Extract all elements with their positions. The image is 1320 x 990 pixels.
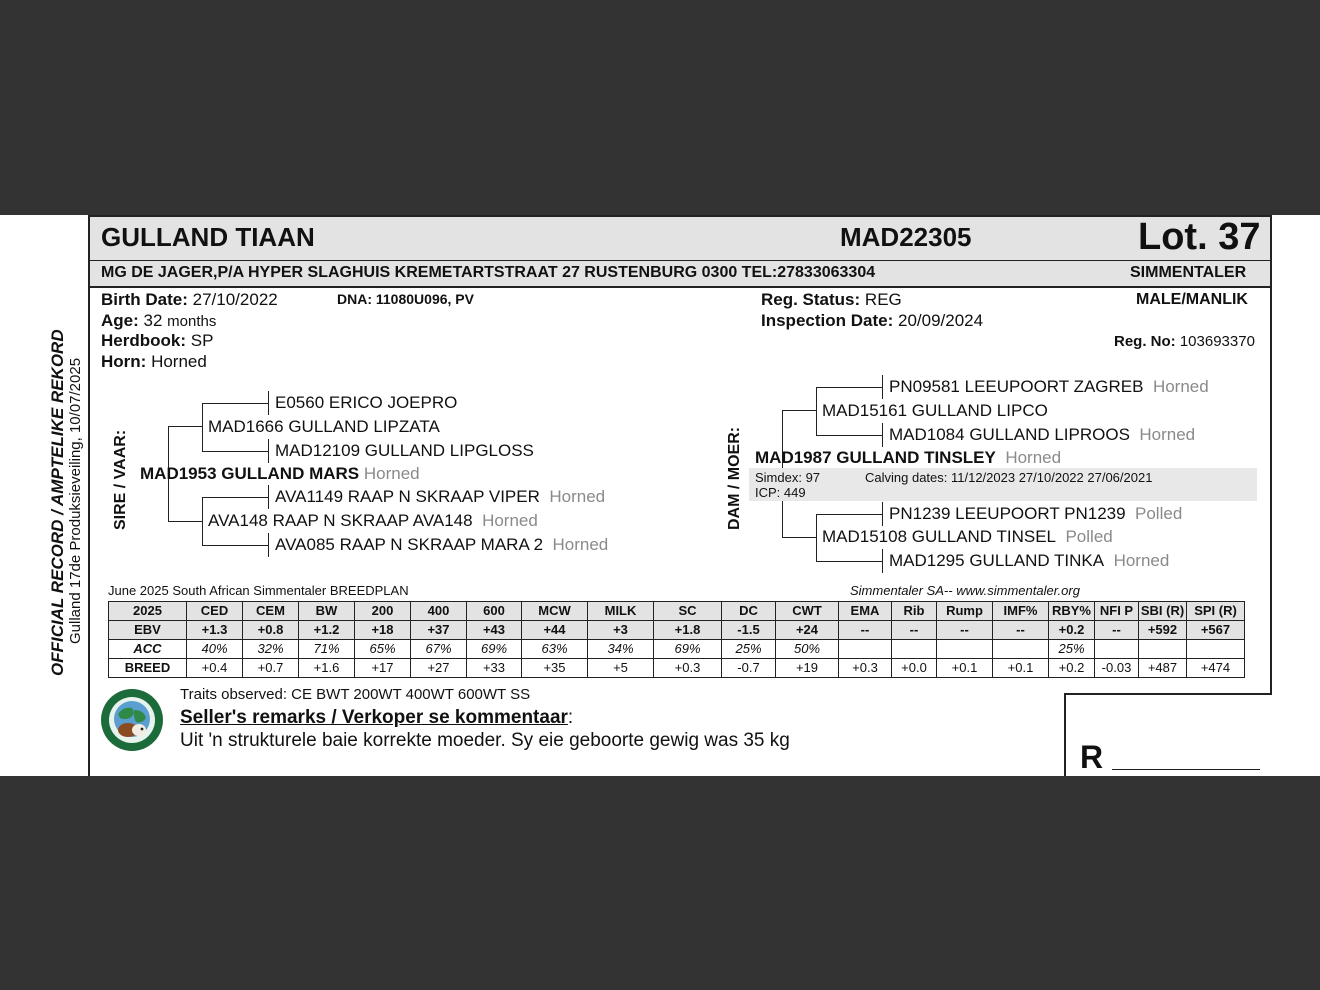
breedplan-ebv-row (109, 621, 1245, 640)
age-unit: months (167, 313, 217, 330)
pedigree-line (202, 403, 268, 404)
inspection-value: 20/09/2024 (897, 311, 984, 330)
ebv-cell: -- (1095, 621, 1139, 640)
pedigree-line (782, 410, 816, 411)
official-record-label: OFFICIAL RECORD / AMPTELIKE REKORD (48, 329, 67, 676)
breed-avg-cell: +33 (467, 659, 522, 678)
breed-avg-cell: +0.2 (1049, 659, 1095, 678)
dam-icp: ICP: 449 (755, 485, 806, 500)
breedplan-header-row (109, 602, 1245, 621)
ebv-cell: +37 (411, 621, 467, 640)
ebv-cell: -- (937, 621, 993, 640)
herdbook (101, 331, 213, 351)
pedigree-line (816, 561, 882, 562)
sire-horn: Horned (363, 464, 420, 483)
pedigree-line (268, 439, 269, 463)
row-label: EBV (109, 621, 187, 640)
trait-header: BW (299, 602, 355, 621)
breed-avg-cell: +474 (1187, 659, 1245, 678)
sex: MALE/MANLIK (1136, 291, 1248, 308)
row-label: 2025 (109, 602, 187, 621)
horn-label: Horn: (101, 352, 147, 371)
trait-header: Rump (937, 602, 993, 621)
trait-header: NFI P (1095, 602, 1139, 621)
sire-sire: MAD1666 GULLAND LIPZATA (208, 417, 440, 436)
acc-cell: 69% (467, 640, 522, 659)
acc-cell (937, 640, 993, 659)
dam-dam-sire: PN1239 LEEUPOORT PN1239 Polled (889, 504, 1183, 523)
row-label: ACC (109, 640, 187, 659)
acc-cell: 32% (243, 640, 299, 659)
breed-avg-cell: +35 (522, 659, 588, 678)
ebv-cell: +567 (1187, 621, 1245, 640)
breedplan-site: Simmentaler SA-- www.simmentaler.org (850, 583, 1080, 598)
trait-header: CED (187, 602, 243, 621)
pedigree-line (202, 403, 203, 451)
pedigree-line (882, 502, 883, 526)
trait-header: CWT (776, 602, 839, 621)
breed-avg-cell: +0.4 (187, 659, 243, 678)
dna-info: DNA: 11080U096, PV (337, 291, 474, 307)
pedigree-line (816, 514, 817, 561)
acc-cell (993, 640, 1049, 659)
pedigree-line (268, 485, 269, 509)
pedigree-line (882, 375, 883, 399)
trait-header: 600 (467, 602, 522, 621)
acc-cell: 67% (411, 640, 467, 659)
ebv-cell: +1.8 (654, 621, 722, 640)
breed-avg-cell: +0.1 (993, 659, 1049, 678)
herdbook-label: Herdbook: (101, 331, 186, 350)
reg-no (1114, 333, 1255, 350)
ebv-cell: +18 (355, 621, 411, 640)
breed-avg-cell: +0.0 (892, 659, 937, 678)
ebv-cell: -- (839, 621, 892, 640)
trait-header: SPI (R) (1187, 602, 1245, 621)
breed-avg-cell: +19 (776, 659, 839, 678)
dam-name: MAD1987 GULLAND TINSLEY (755, 448, 996, 467)
acc-cell (1095, 640, 1139, 659)
acc-cell: 40% (187, 640, 243, 659)
breed-avg-cell: +0.7 (243, 659, 299, 678)
breed-avg-cell: +5 (588, 659, 654, 678)
ebv-cell: +0.8 (243, 621, 299, 640)
price-input-line[interactable] (1112, 769, 1260, 770)
breedplan-acc-row (109, 640, 1245, 659)
age-value: 32 (143, 311, 163, 330)
pedigree-line (268, 533, 269, 557)
breed-avg-cell: +0.3 (839, 659, 892, 678)
horn (101, 352, 207, 372)
dam (755, 448, 1061, 468)
ebv-cell: -- (892, 621, 937, 640)
acc-cell: 65% (355, 640, 411, 659)
dam-sire: MAD15161 GULLAND LIPCO (822, 401, 1048, 420)
ebv-cell: +1.2 (299, 621, 355, 640)
trait-header: MCW (522, 602, 588, 621)
dam-label: DAM / MOER: (726, 426, 743, 530)
ebv-cell: -- (993, 621, 1049, 640)
dam-dam: MAD15108 GULLAND TINSEL Polled (822, 527, 1113, 546)
acc-cell: 25% (1049, 640, 1095, 659)
breed-avg-cell: +1.6 (299, 659, 355, 678)
breed-avg-cell: +487 (1139, 659, 1187, 678)
sire-dam-sire: AVA1149 RAAP N SKRAAP VIPER Horned (275, 487, 606, 506)
trait-header: EMA (839, 602, 892, 621)
pedigree-line (168, 426, 202, 427)
pedigree-line (816, 514, 882, 515)
dam-calving-dates: Calving dates: 11/12/2023 27/10/2022 27/06/2021 (865, 470, 1153, 485)
trait-header: 400 (411, 602, 467, 621)
dam-horn: Horned (1005, 448, 1062, 467)
trait-header: DC (722, 602, 776, 621)
breed-avg-cell: -0.03 (1095, 659, 1139, 678)
pedigree-line (168, 521, 202, 522)
breed-avg-cell: +17 (355, 659, 411, 678)
acc-cell: 25% (722, 640, 776, 659)
price-label: R (1080, 739, 1104, 775)
inspection-label: Inspection Date: (761, 311, 894, 330)
seller-remarks: Uit 'n strukturele baie korrekte moeder. Sy eie geboorte gewig was 35 kg (180, 730, 790, 751)
breed-avg-cell: +27 (411, 659, 467, 678)
lot-number: Lot. 37 (1138, 216, 1261, 258)
simmentaler-logo (100, 688, 164, 752)
age (101, 311, 216, 331)
ebv-cell: -1.5 (722, 621, 776, 640)
pedigree-line (816, 387, 817, 435)
pedigree-line (202, 545, 268, 546)
breed-avg-cell: +0.3 (654, 659, 722, 678)
sale-name-label: Gulland 17de Produksieveiling, 10/07/2025 (67, 357, 84, 644)
sire-dam-dam: AVA085 RAAP N SKRAAP MARA 2 Horned (275, 535, 609, 554)
dam-simdex: Simdex: 97 (755, 470, 821, 485)
acc-cell: 34% (588, 640, 654, 659)
remarks-heading: Seller's remarks / Verkoper se kommentaar: (180, 707, 574, 728)
birth-date-label: Birth Date: (101, 290, 188, 309)
traits-observed: Traits observed: CE BWT 200WT 400WT 600WT SS (180, 686, 531, 703)
birth-date (101, 290, 278, 310)
ebv-cell: +44 (522, 621, 588, 640)
breedplan-breed-row (109, 659, 1245, 678)
sire-name: MAD1953 GULLAND MARS (140, 464, 360, 483)
dam-sire-dam: MAD1084 GULLAND LIPROOS Horned (889, 425, 1196, 444)
sire (140, 464, 420, 484)
trait-header: CEM (243, 602, 299, 621)
ebv-cell: +1.3 (187, 621, 243, 640)
age-label: Age: (101, 311, 139, 330)
sire-sire-sire: E0560 ERICO JOEPRO (275, 393, 458, 412)
reg-status-value: REG (864, 290, 902, 309)
acc-cell (1139, 640, 1187, 659)
breedplan-table (108, 601, 1245, 678)
horn-value: Horned (151, 352, 207, 371)
pedigree-line (268, 391, 269, 415)
reg-status-label: Reg. Status: (761, 290, 861, 309)
dam-sire-sire: PN09581 LEEUPOORT ZAGREB Horned (889, 377, 1209, 396)
owner-line: MG DE JAGER,P/A HYPER SLAGHUIS KREMETARTSTRAAT 27 RUSTENBURG 0300 TEL:27833063304 (101, 264, 876, 281)
trait-header: RBY% (1049, 602, 1095, 621)
pedigree-line (816, 387, 882, 388)
sire-dam: AVA148 RAAP N SKRAAP AVA148 Horned (208, 511, 538, 530)
trait-header: IMF% (993, 602, 1049, 621)
animal-name: GULLAND TIAAN (101, 222, 315, 252)
pedigree-line (202, 497, 268, 498)
ebv-cell: +592 (1139, 621, 1187, 640)
pedigree-line (782, 537, 816, 538)
acc-cell (892, 640, 937, 659)
row-label: BREED (109, 659, 187, 678)
pedigree-line (202, 451, 268, 452)
reg-no-value: 103693370 (1179, 333, 1255, 350)
trait-header: SC (654, 602, 722, 621)
ebv-cell: +24 (776, 621, 839, 640)
pedigree-line (882, 423, 883, 447)
breedplan-title: June 2025 South African Simmentaler BREEDPLAN (108, 583, 409, 598)
reg-no-label: Reg. No: (1114, 333, 1176, 350)
dam-dam-dam: MAD1295 GULLAND TINKA Horned (889, 551, 1170, 570)
birth-date-value: 27/10/2022 (192, 290, 278, 309)
acc-cell (1187, 640, 1245, 659)
breed-avg-cell: -0.7 (722, 659, 776, 678)
animal-id: MAD22305 (840, 222, 972, 252)
acc-cell: 71% (299, 640, 355, 659)
sire-label: SIRE / VAAR: (112, 429, 129, 530)
pedigree-line (816, 435, 882, 436)
trait-header: SBI (R) (1139, 602, 1187, 621)
sire-sire-dam: MAD12109 GULLAND LIPGLOSS (275, 441, 534, 460)
ebv-cell: +43 (467, 621, 522, 640)
pedigree-line (202, 497, 203, 545)
inspection-date (761, 311, 983, 331)
ebv-cell: +0.2 (1049, 621, 1095, 640)
acc-cell (839, 640, 892, 659)
reg-status (761, 290, 902, 310)
herdbook-value: SP (190, 331, 214, 350)
acc-cell: 63% (522, 640, 588, 659)
trait-header: MILK (588, 602, 654, 621)
acc-cell: 69% (654, 640, 722, 659)
breed-avg-cell: +0.1 (937, 659, 993, 678)
trait-header: Rib (892, 602, 937, 621)
ebv-cell: +3 (588, 621, 654, 640)
breed-name: SIMMENTALER (1130, 264, 1247, 281)
trait-header: 200 (355, 602, 411, 621)
acc-cell: 50% (776, 640, 839, 659)
pedigree-line (882, 549, 883, 573)
